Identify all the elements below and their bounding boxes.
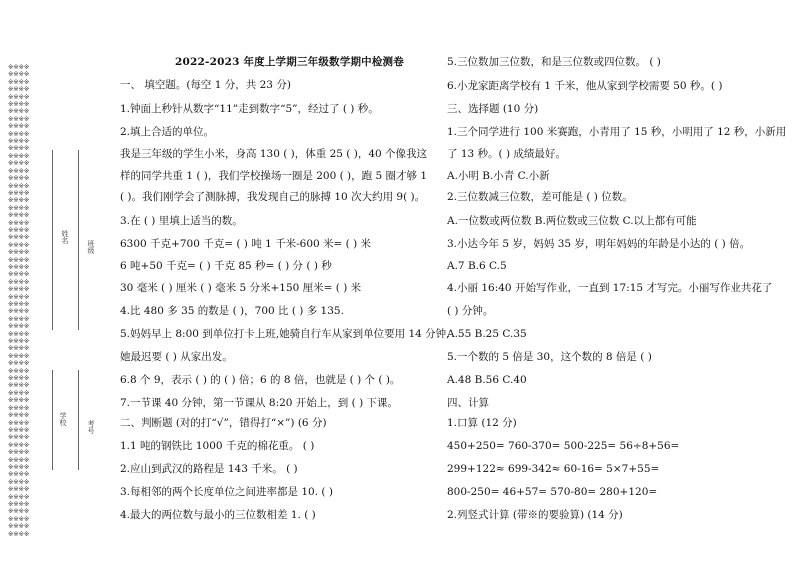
- section-fill-blank: 一、 填空题。(每空 1 分，共 23 分): [120, 79, 291, 91]
- question-text: 她最迟要 ( ) 从家出发。: [120, 351, 233, 363]
- binding-stars: ※※※※ ※※※※ ※※※※ ※※※※ ※※※※ ※※※※ ※※※※ ※※※※ ※※※※ ※※※※ ※※※※ ※※※※ ※※※※ ※※※※ ※※※※ ※※※※ ※※※※ ※※※※ ※※※※ ※※※※ ※※※※ ※※※※ ※※※※ ※※※※ ※※※※ ※※※※ ※※※※ ※※※※ ※※※※ ※※※※ ※※※※ ※※※※ ※※※※ ※※※※ ※※※※ ※※※※ ※※※※ ※※※※ ※※※※ ※※※※ ※※※※ ※※※※ ※※※※ ※※※※ ※※※※ ※※※※ ※※※※ ※※※※ ※※※※ ※※※※ ※※※※ ※※※※ ※※※※ ※※※※ ※※※※ ※※※※ ※※※※ ※※※※ ※※※※ ※※※※ ※※※※ ※※※※ ※※※※ ※※※※: [8, 64, 30, 538]
- exam-title: 2022-2023 年度上学期三年级数学期中检测卷: [175, 56, 404, 68]
- question-text: 4.最大的两位数与最小的三位数相差 1. ( ): [120, 509, 316, 521]
- mental-math-row: 299+122≈ 699-342≈ 60-16= 5×7+55=: [447, 463, 660, 475]
- section-choice: 三、选择题 (10 分): [447, 103, 539, 115]
- question-text: 2.三位数减三位数，差可能是 ( ) 位数。: [447, 191, 633, 203]
- question-text: 6.8 个 9，表示 ( ) 的 ( ) 倍；6 的 8 倍，也就是 ( ) 个 ( )。: [120, 374, 401, 386]
- question-text: 7.一节课 40 分钟，第一节课从 8:20 开始上，到 ( ) 下课。: [120, 397, 399, 409]
- question-text: 5.三位数加三位数，和是三位数或四位数。 ( ): [447, 56, 661, 68]
- question-text: 我是三年级的学生小米，身高 130 ( )，体重 25 ( )，40 个像我这: [120, 148, 428, 160]
- choice-options: A.55 B.25 C.35: [447, 328, 527, 340]
- question-text: 6300 千克+700 千克= ( ) 吨 1 千米-600 米= ( ) 米: [120, 238, 372, 250]
- mental-math-row: 450+250= 760-370= 500-225= 56÷8+56=: [447, 440, 680, 452]
- question-text: 5.一个数的 5 倍是 30，这个数的 8 倍是 ( ): [447, 351, 652, 363]
- question-text: 3.每相邻的两个长度单位之间进率都是 10. ( ): [120, 486, 333, 498]
- section-calculation: 四、计算: [447, 397, 489, 409]
- question-text: 4.比 480 多 35 的数是 ( )，700 比 ( ) 多 135.: [120, 305, 344, 317]
- question-text: 4.小丽 16:40 开始写作业，一直到 17:15 才写完。小丽写作业共花了: [447, 282, 773, 294]
- mental-math-row: 800-250= 46+57= 570-80= 280+120=: [447, 486, 658, 498]
- school-label: 学校: [59, 412, 67, 426]
- name-label: 姓名: [61, 230, 69, 244]
- question-text: 了 13 秒。( ) 成绩最好。: [447, 148, 566, 160]
- exam-no-label: 考号: [87, 420, 95, 434]
- binding-line-4: [78, 370, 79, 470]
- choice-options: A.一位数或两位数 B.两位数或三位数 C.以上都有可能: [447, 215, 697, 227]
- binding-line-3: [52, 370, 53, 470]
- class-label: 班级: [87, 240, 95, 254]
- question-text: 30 毫米 ( ) 厘米 ( ) 毫米 5 分米+150 厘米= ( ) 米: [120, 282, 362, 294]
- question-text: 2.应山到武汉的路程是 143 千米。 ( ): [120, 463, 298, 475]
- question-text: 样的同学共重 1 ( )，我们学校操场一圈是 200 ( )，跑 5 圈才够 1: [120, 170, 428, 182]
- question-text: 5.妈妈早上 8:00 到单位打卡上班,她骑自行车从家到单位要用 14 分钟,: [120, 328, 450, 340]
- question-text: 3.小达今年 5 岁，妈妈 35 岁，明年妈妈的年龄是小达的 ( ) 倍。: [447, 238, 751, 250]
- choice-options: A.7 B.6 C.5: [447, 260, 507, 272]
- question-text: 6 吨+50 千克= ( ) 千克 85 秒= ( ) 分 ( ) 秒: [120, 260, 332, 272]
- question-text: 2.填上合适的单位。: [120, 126, 215, 138]
- question-text: 1.钟面上秒针从数字“11”走到数字“5”，经过了 ( ) 秒。: [120, 103, 379, 115]
- binding-line-1: [52, 150, 53, 330]
- question-text: ( )。我们刚学会了测脉搏，我发现自己的脉搏 10 次大约用 9( )。: [120, 191, 426, 203]
- section-true-false: 二、判断题 (对的打“√”，错得打“×”) (6 分): [120, 417, 327, 429]
- binding-line-2: [78, 150, 79, 330]
- question-text: 1.三个同学进行 100 米赛跑，小青用了 15 秒，小明用了 12 秒，小新用: [447, 126, 787, 138]
- question-text: ( ) 分钟。: [447, 305, 494, 317]
- question-text: 1.口算 (12 分): [447, 417, 517, 429]
- question-text: 1.1 吨的钢铁比 1000 千克的棉花重。 ( ): [120, 440, 315, 452]
- choice-options: A.小明 B.小青 C.小新: [447, 170, 550, 182]
- question-text: 2.列竖式计算 (带※的要验算) (14 分): [447, 509, 623, 521]
- question-text: 6.小龙家距离学校有 1 千米，他从家到学校需要 50 秒。( ): [447, 80, 723, 92]
- question-text: 3.在 ( ) 里填上适当的数。: [120, 215, 243, 227]
- choice-options: A.48 B.56 C.40: [447, 374, 527, 386]
